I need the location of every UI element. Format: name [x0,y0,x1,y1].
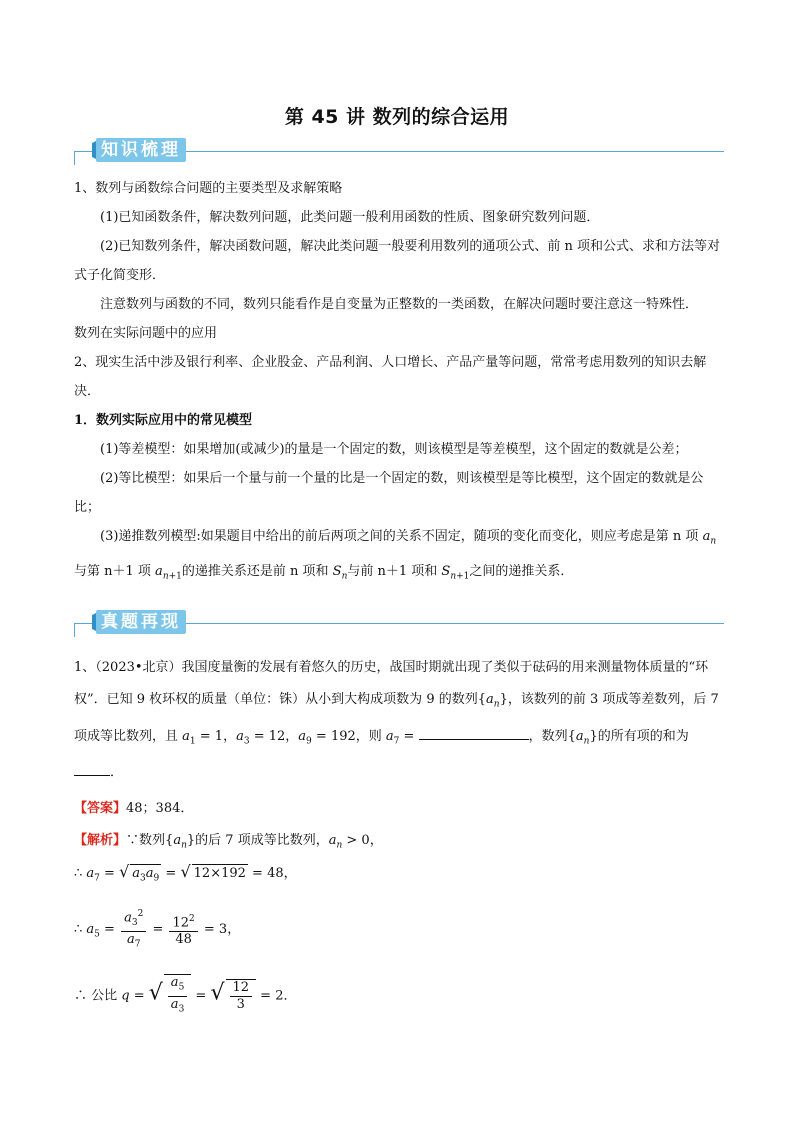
paragraph: (3)递推数列模型:如果题目中给出的前后两项之间的关系不固定，随项的变化而变化，则应考虑是第 n 项 $a_n$与第 n＋1 项 $a_{n+1}$的递推关系还是前 n 项和 $S_n$与前 n＋1 项和 $S_{n+1}$之间的递推关系． [74,529,717,582]
paragraph-heading: 1．数列实际应用中的常见模型 [74,413,253,428]
question-block [74,652,724,862]
answer-line [74,793,724,825]
analysis-label: 【解析】 [74,833,127,849]
math-step-2: ∴ $a_5$ = $\frac{a_3^2}{a_7}$ = $\frac{12^2}{48}$ = 3， [74,906,240,953]
section-label: 知识梳理 [96,138,186,162]
paragraph: 2、现实生活中涉及银行利率、企业股金、产品利润、人口增长、产品产量等问题，常常考虑用数列的知识去解决． [74,355,707,399]
paragraph: 1、数列与函数综合问题的主要类型及求解策略 [74,181,343,196]
answer-text: 48；384． [126,801,194,817]
analysis-line: 【解析】∵数列$\{a_n\}$的后 7 项成等比数列，$a_n > 0$， [74,833,383,851]
answer-blank[interactable] [74,761,110,776]
section-header-past-exam [74,610,724,640]
math-step-3: ∴ 公比 q = √ $\frac{a_5}{a_3}$ = √ $\frac{12}{3}$ = 2． [74,974,296,1017]
paragraph: 注意数列与函数的不同，数列只能看作是自变量为正整数的一类函数，在解决问题时要注意这一特殊性． [100,297,699,312]
paragraph: (2)已知数列条件，解决函数问题，解决此类问题一般要利用数列的通项公式、前 n 项和公式、求和方法等对式子化简变形． [74,239,721,283]
section-header-knowledge [74,138,724,168]
math-step-1: ∴ $a_7$ = √ $a_3a_9$ = √ 12×192 = 48， [74,862,297,888]
paragraph: (2)等比模型：如果后一个量与前一个量的比是一个固定的数，则该模型是等比模型，这个固定的数就是公比； [74,471,704,515]
question-text: 1、（2023•北京）我国度量衡的发展有着悠久的历史，战国时期就出现了类似于砝码的用来测量物体质量的“环权”．已知 9 枚环权的质量（单位：铢）从小到大构成项数为 9 的数列$\{a_n\}$，该数列的前 3 项成等差数列，后 7 项成等比数列，且 $a_1 = 1$，$a_3 = 12$，$a_9 = 192$，则 $a_7$ = ，数列$\{a_n\}$的所有项的和为． [74,660,719,781]
knowledge-block [74,174,724,591]
answer-blank[interactable] [419,725,529,740]
answer-label: 【答案】 [74,801,127,817]
paragraph: (1)等差模型：如果增加(或减少)的量是一个固定的数，则该模型是等差模型，这个固定的数就是公差； [100,442,688,457]
section-label: 真题再现 [96,610,186,634]
paragraph: (1)已知函数条件，解决数列问题，此类问题一般利用函数的性质、图象研究数列问题． [100,210,600,225]
paragraph: 数列在实际问题中的应用 [74,326,218,341]
page-title: 第 45 讲 数列的综合运用 [284,106,510,128]
